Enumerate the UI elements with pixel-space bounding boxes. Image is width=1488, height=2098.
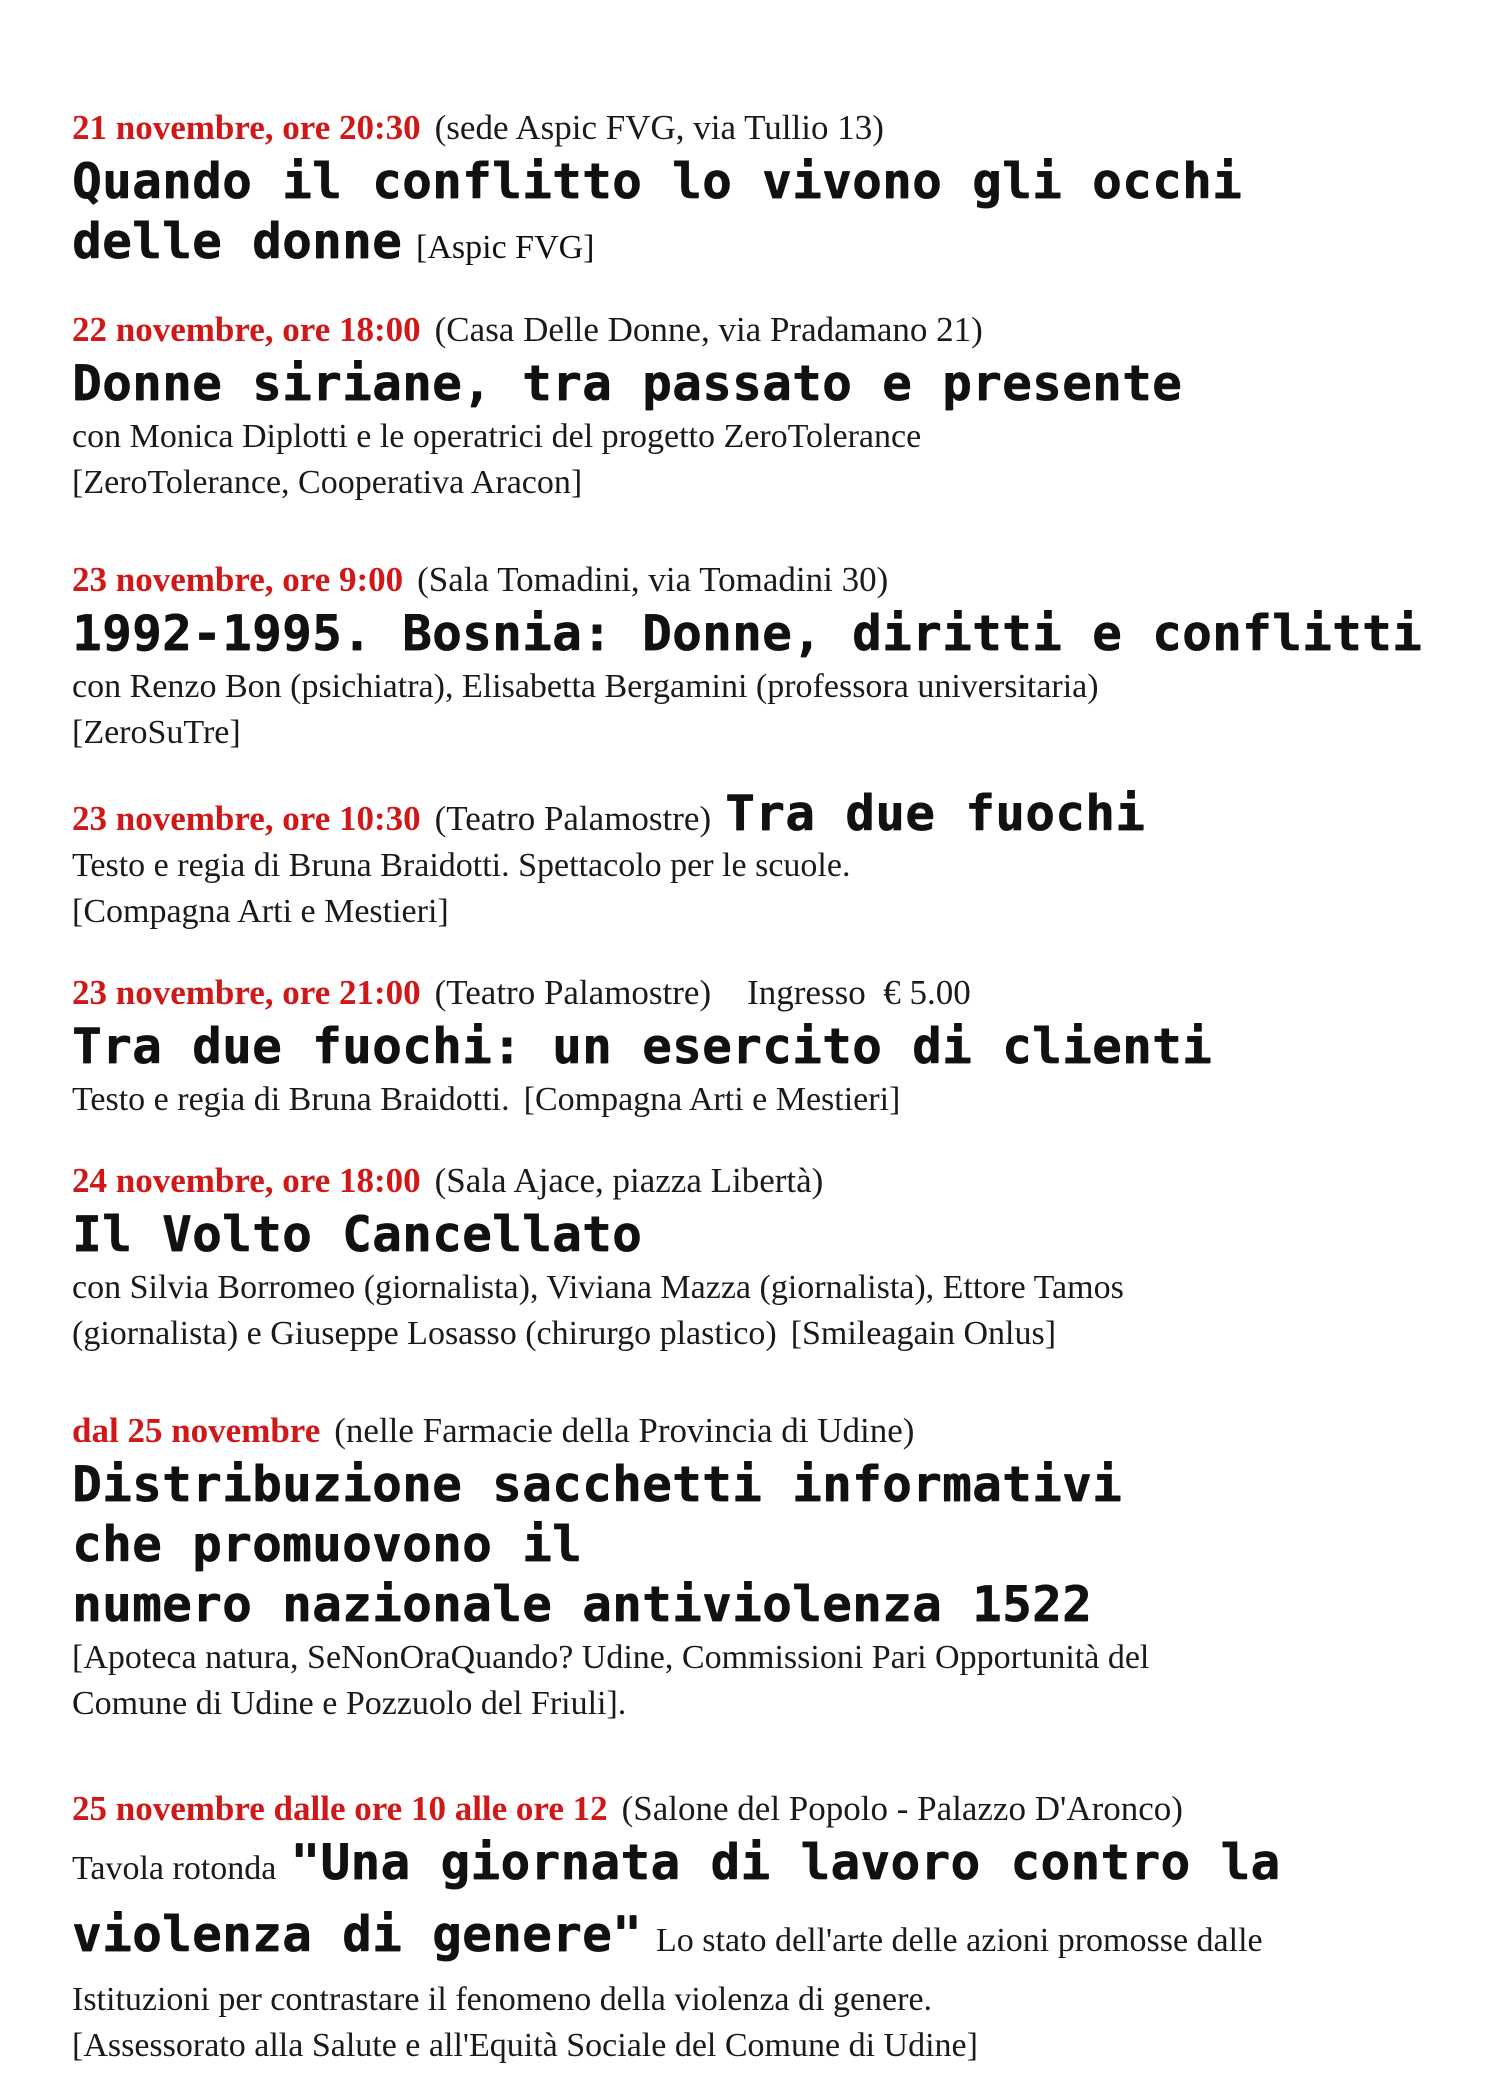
event-price: Ingresso € 5.00 [747,973,971,1012]
event-organizer: [Assessorato alla Salute e all'Equità Sociale del Comune di Udine] [72,2027,978,2064]
event-25-nov-tavola [72,1785,1448,2069]
event-date: 22 novembre, ore 18:00 [72,310,421,349]
event-date: dal 25 novembre [72,1411,321,1450]
event-venue: (nelle Farmacie della Provincia di Udine) [334,1411,915,1450]
event-title-block [72,1833,1448,1905]
event-date: 25 novembre dalle ore 10 alle ore 12 [72,1789,608,1828]
event-date: 24 novembre, ore 18:00 [72,1161,421,1200]
event-header [72,306,1448,354]
event-title-line: delle donne [72,213,403,270]
event-description-line [72,1311,1448,1357]
event-organizer: [Compagna Arti e Mestieri] [72,893,449,930]
event-header [72,1157,1448,1205]
event-description-line [72,1077,1448,1123]
event-title-line: numero nazionale antiviolenza 1522 [72,1576,1093,1633]
event-title [72,152,1448,272]
event-title-line: che promuovono il [72,1516,583,1573]
event-organizer: [ZeroTolerance, Cooperativa Aracon] [72,464,583,501]
event-header [72,104,1448,152]
event-title [72,1455,1448,1635]
event-organizer: [Apoteca natura, SeNonOraQuando? Udine, Commissioni Pari Opportunità del [72,1639,1150,1676]
event-organizer: [ZeroSuTre] [72,714,241,751]
event-venue: (Teatro Palamostre) [434,799,712,838]
event-description: Lo stato dell'arte delle azioni promosse dalle [656,1922,1263,1959]
event-title-line: violenza di genere" [72,1906,643,1963]
event-title-line: Quando il conflitto lo vivono gli occhi [72,153,1243,210]
event-organizer: [Compagna Arti e Mestieri] [523,1081,901,1118]
event-venue: (Salone del Popolo - Palazzo D'Aronco) [621,1789,1183,1828]
event-venue: (Sala Ajace, piazza Libertà) [434,1161,824,1200]
event-date: 21 novembre, ore 20:30 [72,108,421,147]
event-venue: (Sala Tomadini, via Tomadini 30) [417,560,889,599]
event-date: 23 novembre, ore 10:30 [72,799,421,838]
event-header [72,1785,1448,1833]
event-23-nov-1030 [72,785,1448,935]
event-23-nov-0900 [72,556,1448,756]
event-description: con Silvia Borromeo (giornalista), Viviana Mazza (giornalista), Ettore Tamos [72,1269,1124,1306]
event-venue: (Casa Delle Donne, via Pradamano 21) [434,310,983,349]
event-date: 23 novembre, ore 21:00 [72,973,421,1012]
event-description: con Monica Diplotti e le operatrici del progetto ZeroTolerance [72,418,922,455]
event-23-nov-2100 [72,969,1448,1123]
event-venue: (Teatro Palamostre) [434,973,712,1012]
event-organizer: [Aspic FVG] [416,229,595,266]
event-description: Testo e regia di Bruna Braidotti. Spettacolo per le scuole. [72,847,851,884]
event-title: 1992-1995. Bosnia: Donne, diritti e conflitti [72,605,1423,662]
event-header [72,1407,1448,1455]
event-header [72,969,1448,1017]
event-description: con Renzo Bon (psichiatra), Elisabetta Bergamini (professora universitaria) [72,668,1099,705]
event-title: Il Volto Cancellato [72,1206,643,1263]
event-intro: Tavola rotonda [72,1850,277,1887]
event-organizer: [Smileagain Onlus] [790,1315,1057,1352]
event-description: (giornalista) e Giuseppe Losasso (chirurgo plastico) [72,1315,777,1352]
event-description: Testo e regia di Bruna Braidotti. [72,1081,510,1118]
event-description: Istituzioni per contrastare il fenomeno della violenza di genere. [72,1981,933,2018]
event-title: Tra due fuochi [725,785,1146,842]
event-title-line: "Una giornata di lavoro contro la [290,1834,1281,1891]
event-21-nov [72,104,1448,272]
event-22-nov [72,306,1448,506]
event-title: Tra due fuochi: un esercito di clienti [72,1018,1213,1075]
event-title: Donne siriane, tra passato e presente [72,355,1183,412]
event-header [72,785,1448,843]
event-dal-25-nov [72,1407,1448,1727]
event-venue: (sede Aspic FVG, via Tullio 13) [434,108,884,147]
event-date: 23 novembre, ore 9:00 [72,560,404,599]
event-title-block [72,1905,1448,1977]
event-organizer: Comune di Udine e Pozzuolo del Friuli]. [72,1685,627,1722]
event-title-line: Distribuzione sacchetti informativi [72,1456,1123,1513]
event-header [72,556,1448,604]
event-24-nov [72,1157,1448,1357]
